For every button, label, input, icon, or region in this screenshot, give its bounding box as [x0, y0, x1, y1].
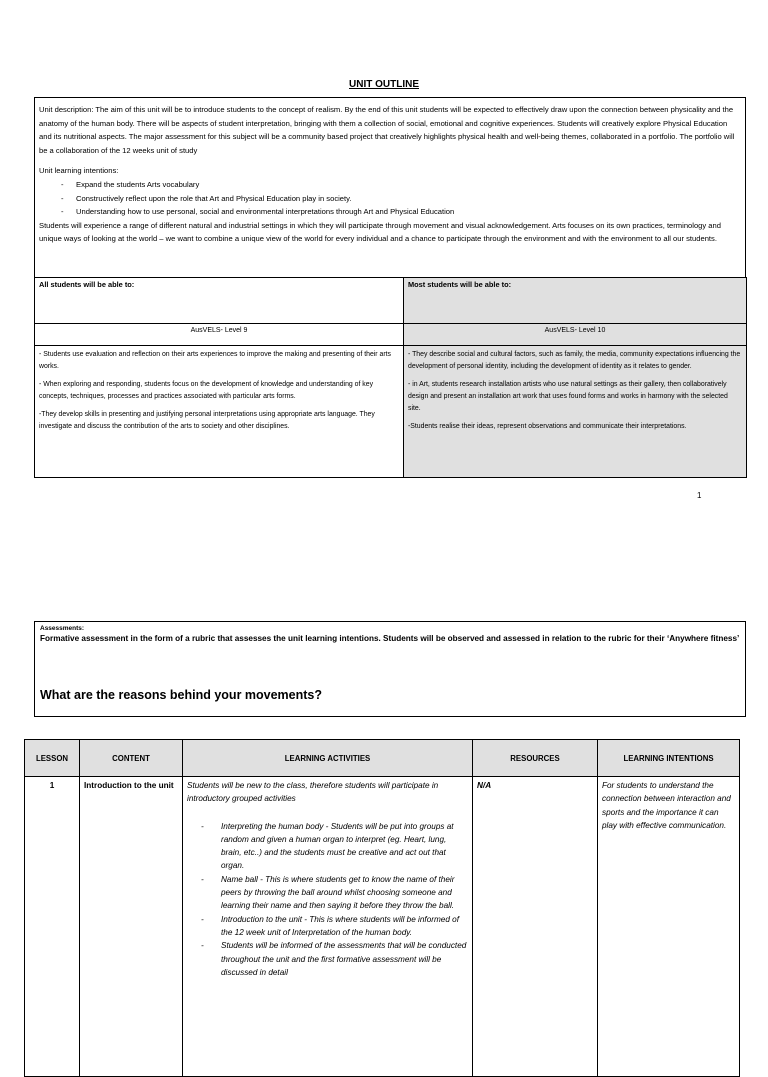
learning-intentions-list [39, 178, 741, 219]
list-item: -They develop skills in presenting and justifying personal interpretations using appropriate arts language. They investigate and discuss the contribution of the arts to society and other disciplines. [39, 411, 375, 430]
levels-table [34, 277, 747, 478]
list-item: - in Art, students research installation artists who use natural settings as their gallery, then collaboratively design and present an installation art work that uses found forms and works in harmony with the selected site. [408, 381, 728, 412]
lesson-table [24, 739, 740, 1077]
all-students-heading: All students will be able to: [35, 278, 404, 324]
table-row [25, 777, 740, 1077]
learning-intentions-heading: Unit learning intentions: [39, 166, 119, 176]
lesson-resources: N/A [473, 777, 598, 1077]
lesson-content: Introduction to the unit [80, 777, 183, 1077]
lesson-number: 1 [25, 777, 80, 1077]
level9-descriptors [35, 346, 404, 478]
col-header-resources: RESOURCES [473, 740, 598, 777]
unit-description: Unit description: The aim of this unit will be to introduce students to the concept of realism. By the end of this unit students will be expected to effectively draw upon the connection between physicality and the anatomy of the human body. There will be aspects of student interpretation, bringing with them a collection of social, emotional and cognitive experiences. Students will creatively explore Physical Education and its nutritional aspects. The major assessment for this subject will be a community based project that creatively highlights physical health and well-being themes, collaborated in a portfolio. The portfolio will be a collaboration of the 12 weeks unit of study [39, 105, 735, 155]
assessment-box [34, 621, 746, 717]
list-item: - Students use evaluation and reflection on their arts experiences to improve the making and presenting of their arts works. [39, 351, 392, 370]
list-item: - Students will be informed of the assessments that will be conducted throughout the unit and the first formative assessment will be discussed in detail [201, 939, 468, 979]
activities-intro: Students will be new to the class, therefore students will participate in introductory grouped activities [187, 781, 439, 804]
page-title: UNIT OUTLINE [349, 79, 419, 90]
assessment-question: What are the reasons behind your movements? [40, 688, 323, 702]
level10-label: AusVELS- Level 10 [404, 324, 747, 346]
list-item: - Expand the students Arts vocabulary [61, 178, 741, 192]
list-item: - Understanding how to use personal, social and environmental interpretations through Art and Physical Education [61, 205, 741, 219]
list-item: - Interpreting the human body - Students will be put into groups at random and given a human organ to interpret (eg. Heart, lung, brain, etc..) and the students must be creative and act out that organ. [201, 820, 468, 873]
lesson-intentions: For students to understand the connection between interaction and sports and the importance it can play with effective communication. [598, 777, 740, 1077]
col-header-intentions: LEARNING INTENTIONS [598, 740, 740, 777]
list-item: -Students realise their ideas, represent observations and communicate their interpretations. [408, 423, 687, 430]
level10-descriptors [404, 346, 747, 478]
assessment-text: Formative assessment in the form of a rubric that assesses the unit learning intentions. Students will be observed and assessed in relation to the rubric for their ‘Anywhere fitness’ [40, 634, 740, 643]
col-header-lesson: LESSON [25, 740, 80, 777]
lesson-activities [183, 777, 473, 1077]
list-item: - Introduction to the unit - This is where students will be informed of the 12 week unit of Interpretation of the human body. [201, 913, 468, 940]
assessment-label: Assessments: [40, 625, 85, 632]
list-item: - Name ball - This is where students get to know the name of their peers by throwing the ball around whilst choosing someone and learning their name and then saying it before they throw the ball. [201, 873, 468, 913]
col-header-content: CONTENT [80, 740, 183, 777]
activities-list [187, 820, 468, 980]
students-experience: Students will experience a range of different natural and industrial settings in which they will participate through movement and visual acknowledgement. Arts focuses on its own practices, terminology and unique ways of looking at the world – we want to combine a unique view of the world for every individual and a chance to participate through the environment and with the environment to all our students. [39, 220, 721, 244]
level9-label: AusVELS- Level 9 [35, 324, 404, 346]
list-item: - Constructively reflect upon the role that Art and Physical Education play in society. [61, 192, 741, 206]
most-students-heading: Most students will be able to: [404, 278, 747, 324]
page-number: 1 [697, 491, 702, 500]
col-header-activities: LEARNING ACTIVITIES [183, 740, 473, 777]
list-item: - When exploring and responding, students focus on the development of knowledge and understanding of key concepts, techniques, processes and practices associated with particular arts forms. [39, 381, 374, 400]
list-item: - They describe social and cultural factors, such as family, the media, community expectations influencing the development of personal identity, including the development of identity as it relates to gender. [408, 351, 741, 370]
unit-description-box [34, 97, 746, 278]
